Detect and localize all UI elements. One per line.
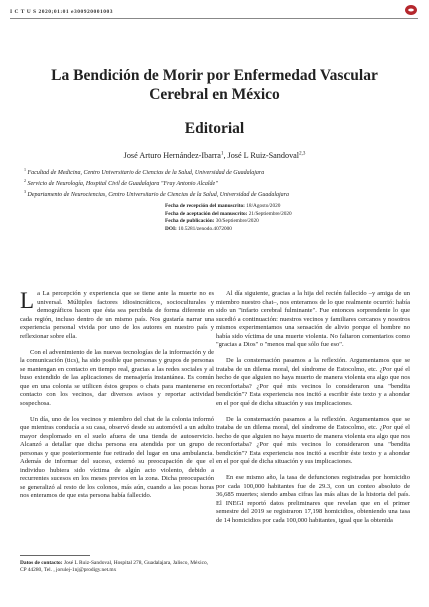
affiliation-text: Facultad de Medicina, Centro Universitario de Ciencias de la Salud, Universidad de Guadalajara: [27, 170, 265, 176]
paragraph-text: a La percepción y experiencia que se tiene ante la muerte no es universal. Múltiples factores idiosincráticos, socioculturales y demográficos hacen que ésta sea percibida de forma diferente en cada región, incluso dentro de un mismo país. Nos gustaría narrar una experiencia personal vivida por uno de los autores en nuestro país y reflexionar sobre ella.: [20, 290, 214, 340]
affiliation-text: Servicio de Neurología, Hospital Civil de Guadalajara "Fray Antonio Alcalde": [27, 181, 218, 187]
footnote-divider: [20, 555, 90, 556]
contact-label: Datos de contacto:: [20, 560, 63, 566]
affiliation-number: 3: [24, 189, 26, 194]
body-paragraph: Con el advenimiento de las nuevas tecnologías de la información y de la comunicación (tics), ha sido posible que personas y grupos de personas se mantengan en contacto en tiempo real, gracias a las redes sociales y al buso extendido de las aplicaciones de mensajería instantánea. Es común que en una colonia se utilicen éstos grupos o chats para mantenerse en contacto con los vecinos, dar diversos avisos y reportar actividad sospechosa.: [20, 348, 214, 407]
affiliation-item: [24, 188, 408, 199]
body-paragraph: [20, 290, 214, 341]
accepted-date: [165, 211, 375, 219]
affiliation-item: [24, 166, 408, 177]
accepted-value: 21/Septiembre/2020: [248, 210, 292, 217]
article-title: La Bendición de Morir por Enfermedad Vascular Cerebral en México: [51, 67, 378, 103]
body-paragraph: De la consternación pasamos a la reflexión. Argumentamos que se trataba de un dilema moral, del síndrome de Estocolmo, etc. ¿Por qué el hecho de que alguien no haya muerto de manera violenta era algo que nos reconfortaba? ¿Por qué mis vecinos lo consideraron una "bendita bendición"? Esta experiencia nos incitó a escribir éste texto y a ahondar en el por qué de dicha situación y sus implicaciones.: [216, 357, 410, 407]
accepted-label: Fecha de aceptación del manuscrito:: [165, 210, 248, 217]
page-header: [10, 4, 418, 18]
affiliation-text: Departamento de Neurociencias, Centro Universitario de Ciencias de la Salud, Universidad de Guadalajara: [27, 192, 290, 198]
contact-text: José L Ruiz-Sandoval, Hospital 278, Guadalajara, Jalisco, México, CP 44280, Tel. , jorulej-1nj@prodigy.net.mx: [20, 560, 209, 574]
drop-cap: L: [20, 288, 35, 313]
journal-logo-icon: [404, 4, 418, 16]
journal-reference: I C T U S 2020;01:01 e300920001003: [10, 9, 113, 15]
body-paragraph: Un día, uno de los vecinos y miembro del chat de la colonia informó que mientras conducía a su casa, observó desde su automóvil a un adulto mayor desplomado en el suelo afuera de una tienda de autoservicio. Alcanzó a detallar que dicha persona era atendida por un grupo de personas y que posteriormente fue retirado del lugar en una ambulancia. Además de informar del suceso, externó su preocupación de que el individuo hubiera sido víctima de algún acto violento, debido a recurrentes sucesos en los meses previos en la zona. Dicha preocupación se generalizó al resto de los colonos, más aún, cuando a las pocas horas nos enteramos de que esta persona había fallecido.: [20, 415, 214, 499]
doi-line: [165, 226, 375, 234]
published-date: [165, 218, 375, 226]
doi-link[interactable]: 10.5281/zenodo.4072000: [178, 225, 232, 232]
affiliations: [24, 166, 408, 199]
author-name: José Arturo Hernández-Ibarra: [123, 151, 221, 160]
author-name: José L Ruiz-Sandoval: [227, 151, 300, 160]
body-paragraph: De la consternación pasamos a la reflexión. Argumentamos que se trataba de un dilema moral, del síndrome de Estocolmo, etc. ¿Por qué el hecho de que alguien no haya muerto de manera violenta era algo que nos reconfortaba? ¿Por qué mis vecinos lo consideraron una "bendita bendición"? Esta experiencia nos incitó a escribir éste texto y a ahondar en el por qué de dicha situación y sus implicaciones.: [216, 415, 410, 465]
received-date: [165, 203, 375, 211]
affiliation-number: 1: [24, 167, 26, 172]
author-superscript: 1: [220, 151, 224, 157]
affiliation-number: 2: [24, 178, 26, 183]
body-paragraph: Al día siguiente, gracias a la hija del recién fallecido –y amiga de un miembro nuestro chat–, nos enteramos de lo que realmente ocurrió: había sido un "infarto cerebral fulminante". Fue entonces sorprendente lo que sucedió a continuación: nuestros vecinos y familiares cercanos y nosotros mismos experimentamos una sensación de alivio porque el hombre no había sido víctima de una muerte violenta. No faltaron comentarios como "gracias a Dios" o "menos mal que sólo fue eso".: [216, 290, 410, 348]
affiliation-item: [24, 177, 408, 188]
contact-details: [20, 560, 214, 574]
body-paragraph: En ese mismo año, la tasa de defunciones registradas por homicidio por cada 100,000 habitantes fue de 29.3, con un conteo absoluto de 36,685 muertes; siendo ambas cifras las más altas de la historia del país. El INEGI reportó datos preliminares que revelan que en el primer semestre del 2019 se registraron 17,198 homicidios, obteniendo una tasa de 14 homicidios por cada 100,000 habitantes, igual que la obtenida: [216, 474, 410, 524]
received-label: Fecha de recepción del manuscrito:: [165, 203, 245, 209]
section-heading: Editorial: [184, 120, 245, 137]
doi-label: DOI:: [165, 225, 177, 232]
received-value: 18/Agosto/2020: [246, 203, 281, 209]
published-label: Fecha de publicación:: [165, 218, 215, 225]
left-column: [20, 290, 214, 508]
author-line: [20, 151, 409, 160]
published-value: 30/Septiembre/2020: [215, 218, 259, 225]
header-divider: [10, 18, 418, 19]
author-separator: ,: [223, 151, 228, 160]
manuscript-dates: [165, 203, 375, 233]
right-column: [216, 290, 410, 533]
author-superscript: 2,3: [299, 151, 306, 157]
